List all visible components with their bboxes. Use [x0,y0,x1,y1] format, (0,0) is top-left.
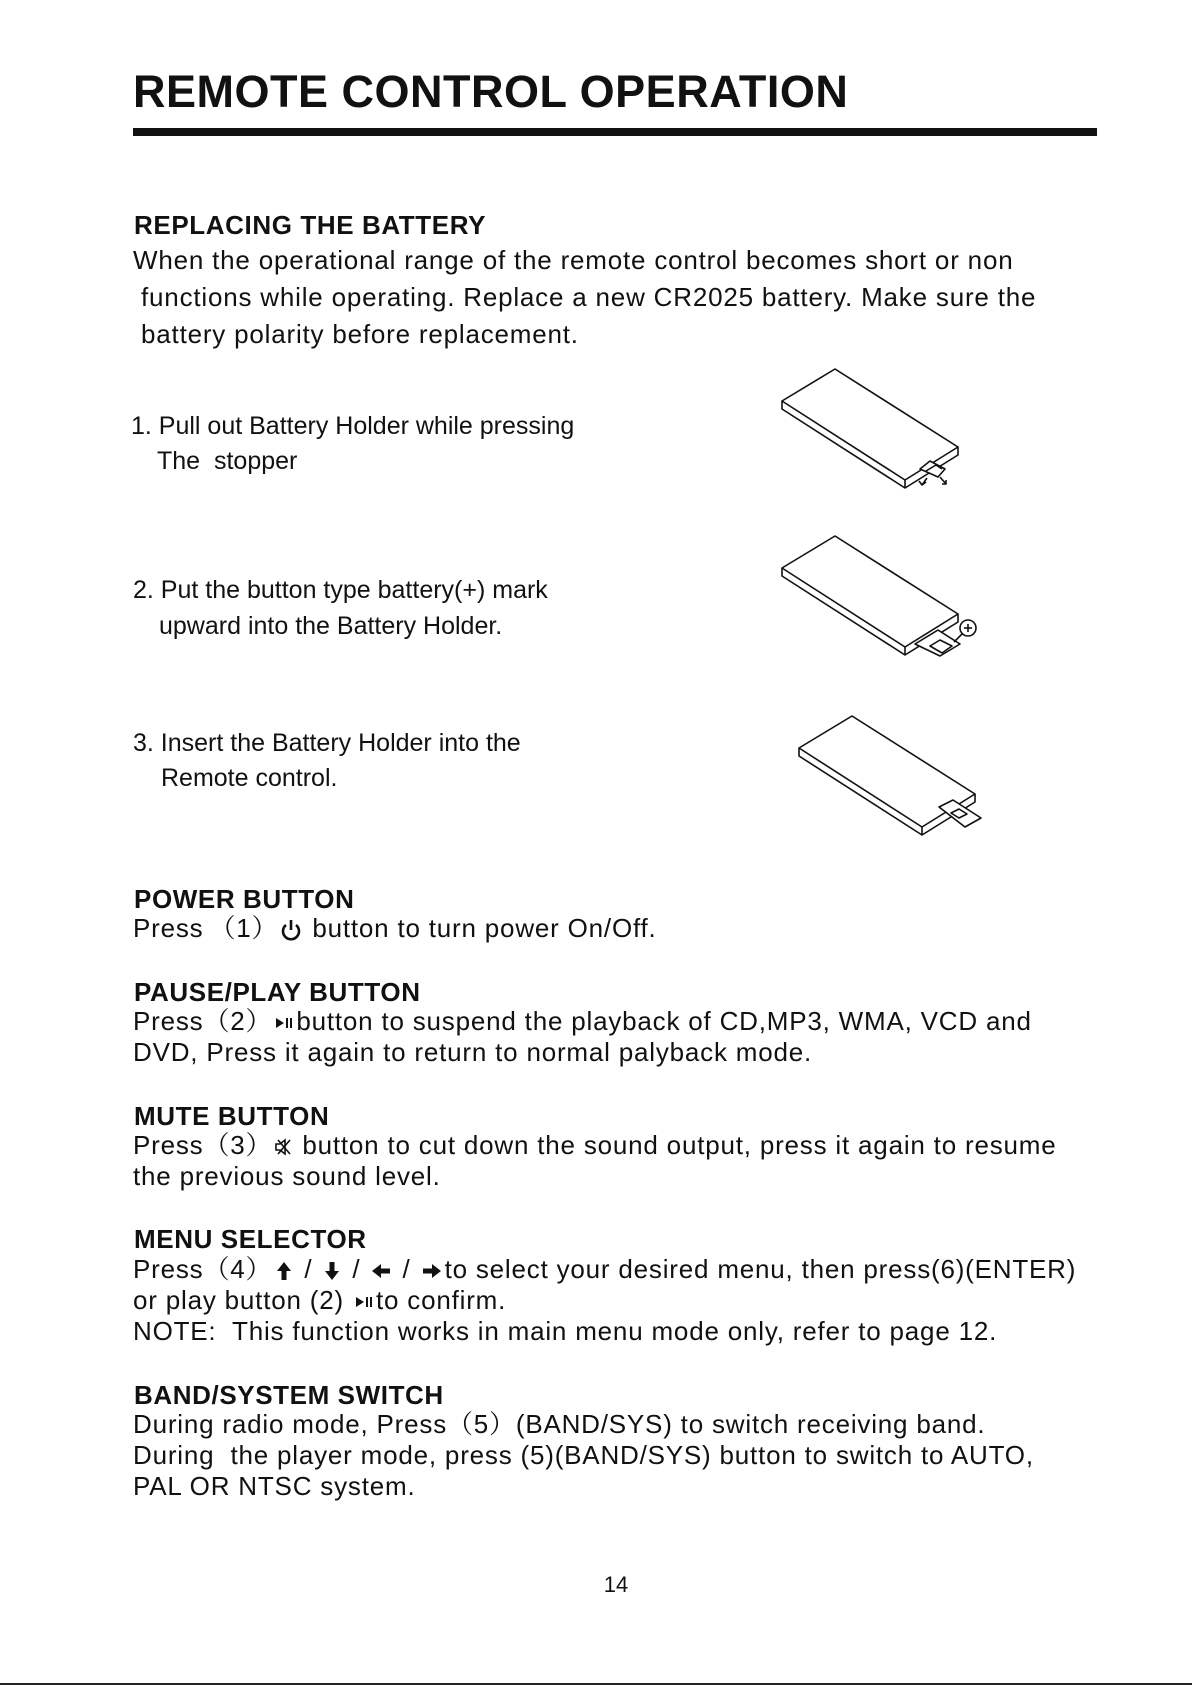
band-line-1: During radio mode, Press（5）(BAND/SYS) to switch receiving band. [133,1409,986,1439]
arrow-down-icon [322,1260,342,1282]
mute-text-post: button to cut down the sound output, press it again to resume [294,1130,1057,1160]
step-1-line-2: The stopper [157,447,298,475]
page-title: REMOTE CONTROL OPERATION [133,66,849,117]
mute-text-pre: Press（3） [133,1130,273,1160]
menu-sep-1: / [296,1254,321,1284]
step-2-line-1: 2. Put the button type battery(+) mark [133,576,548,604]
page-number: 14 [603,1572,629,1597]
pause-text-pre: Press（2） [133,1006,273,1036]
mute-heading: MUTE BUTTON [134,1101,330,1131]
remote-illustration-insert-battery [780,532,980,662]
power-text-post: button to turn power On/Off. [304,913,657,943]
arrow-right-icon [421,1262,443,1280]
power-heading: POWER BUTTON [134,884,355,914]
band-line-3: PAL OR NTSC system. [133,1471,416,1501]
pause-text-post: button to suspend the playback of CD,MP3, WMA, VCD and [296,1006,1032,1036]
pause-heading: PAUSE/PLAY BUTTON [134,977,421,1007]
menu-line2-post: to confirm. [375,1285,507,1315]
mute-text-line-2: the previous sound level. [133,1161,441,1191]
play-pause-icon [274,1015,294,1031]
band-line-2: During the player mode, press (5)(BAND/SYS) button to switch to AUTO, [133,1440,1034,1470]
remote-illustration-pull-out [780,365,960,490]
menu-text-line-1 [133,1254,1076,1285]
pause-text-line-1 [133,1006,1032,1037]
menu-text-line-2 [133,1285,506,1316]
menu-sep-2: / [344,1254,369,1284]
menu-heading: MENU SELECTOR [134,1224,367,1254]
step-1-line-1: 1. Pull out Battery Holder while pressing [131,412,575,440]
battery-line-1: When the operational range of the remote control becomes short or non [133,245,1014,275]
mute-icon [274,1138,292,1156]
power-icon [280,918,302,942]
battery-heading: REPLACING THE BATTERY [134,210,487,240]
menu-text-post: to select your desired menu, then press(6)(ENTER) [444,1254,1077,1284]
step-3-line-1: 3. Insert the Battery Holder into the [133,729,521,757]
menu-text-pre: Press（4） [133,1254,273,1284]
battery-line-2: functions while operating. Replace a new CR2025 battery. Make sure the [133,282,1037,312]
step-3-line-2: Remote control. [161,764,338,792]
play-pause-icon [354,1294,374,1310]
power-text-pre: Press （1） [133,913,279,943]
menu-sep-3: / [394,1254,419,1284]
mute-text-line-1 [133,1130,1057,1161]
arrow-up-icon [274,1260,294,1282]
menu-line2-pre: or play button (2) [133,1285,352,1315]
remote-illustration-insert-holder [797,712,987,842]
power-text [133,913,657,944]
pause-text-line-2: DVD, Press it again to return to normal palyback mode. [133,1037,813,1067]
arrow-left-icon [370,1262,392,1280]
step-2-line-2: upward into the Battery Holder. [159,612,503,640]
menu-note: NOTE: This function works in main menu mode only, refer to page 12. [133,1316,998,1346]
band-heading: BAND/SYSTEM SWITCH [134,1380,444,1410]
battery-line-3: battery polarity before replacement. [133,319,579,349]
title-rule [133,128,1097,136]
